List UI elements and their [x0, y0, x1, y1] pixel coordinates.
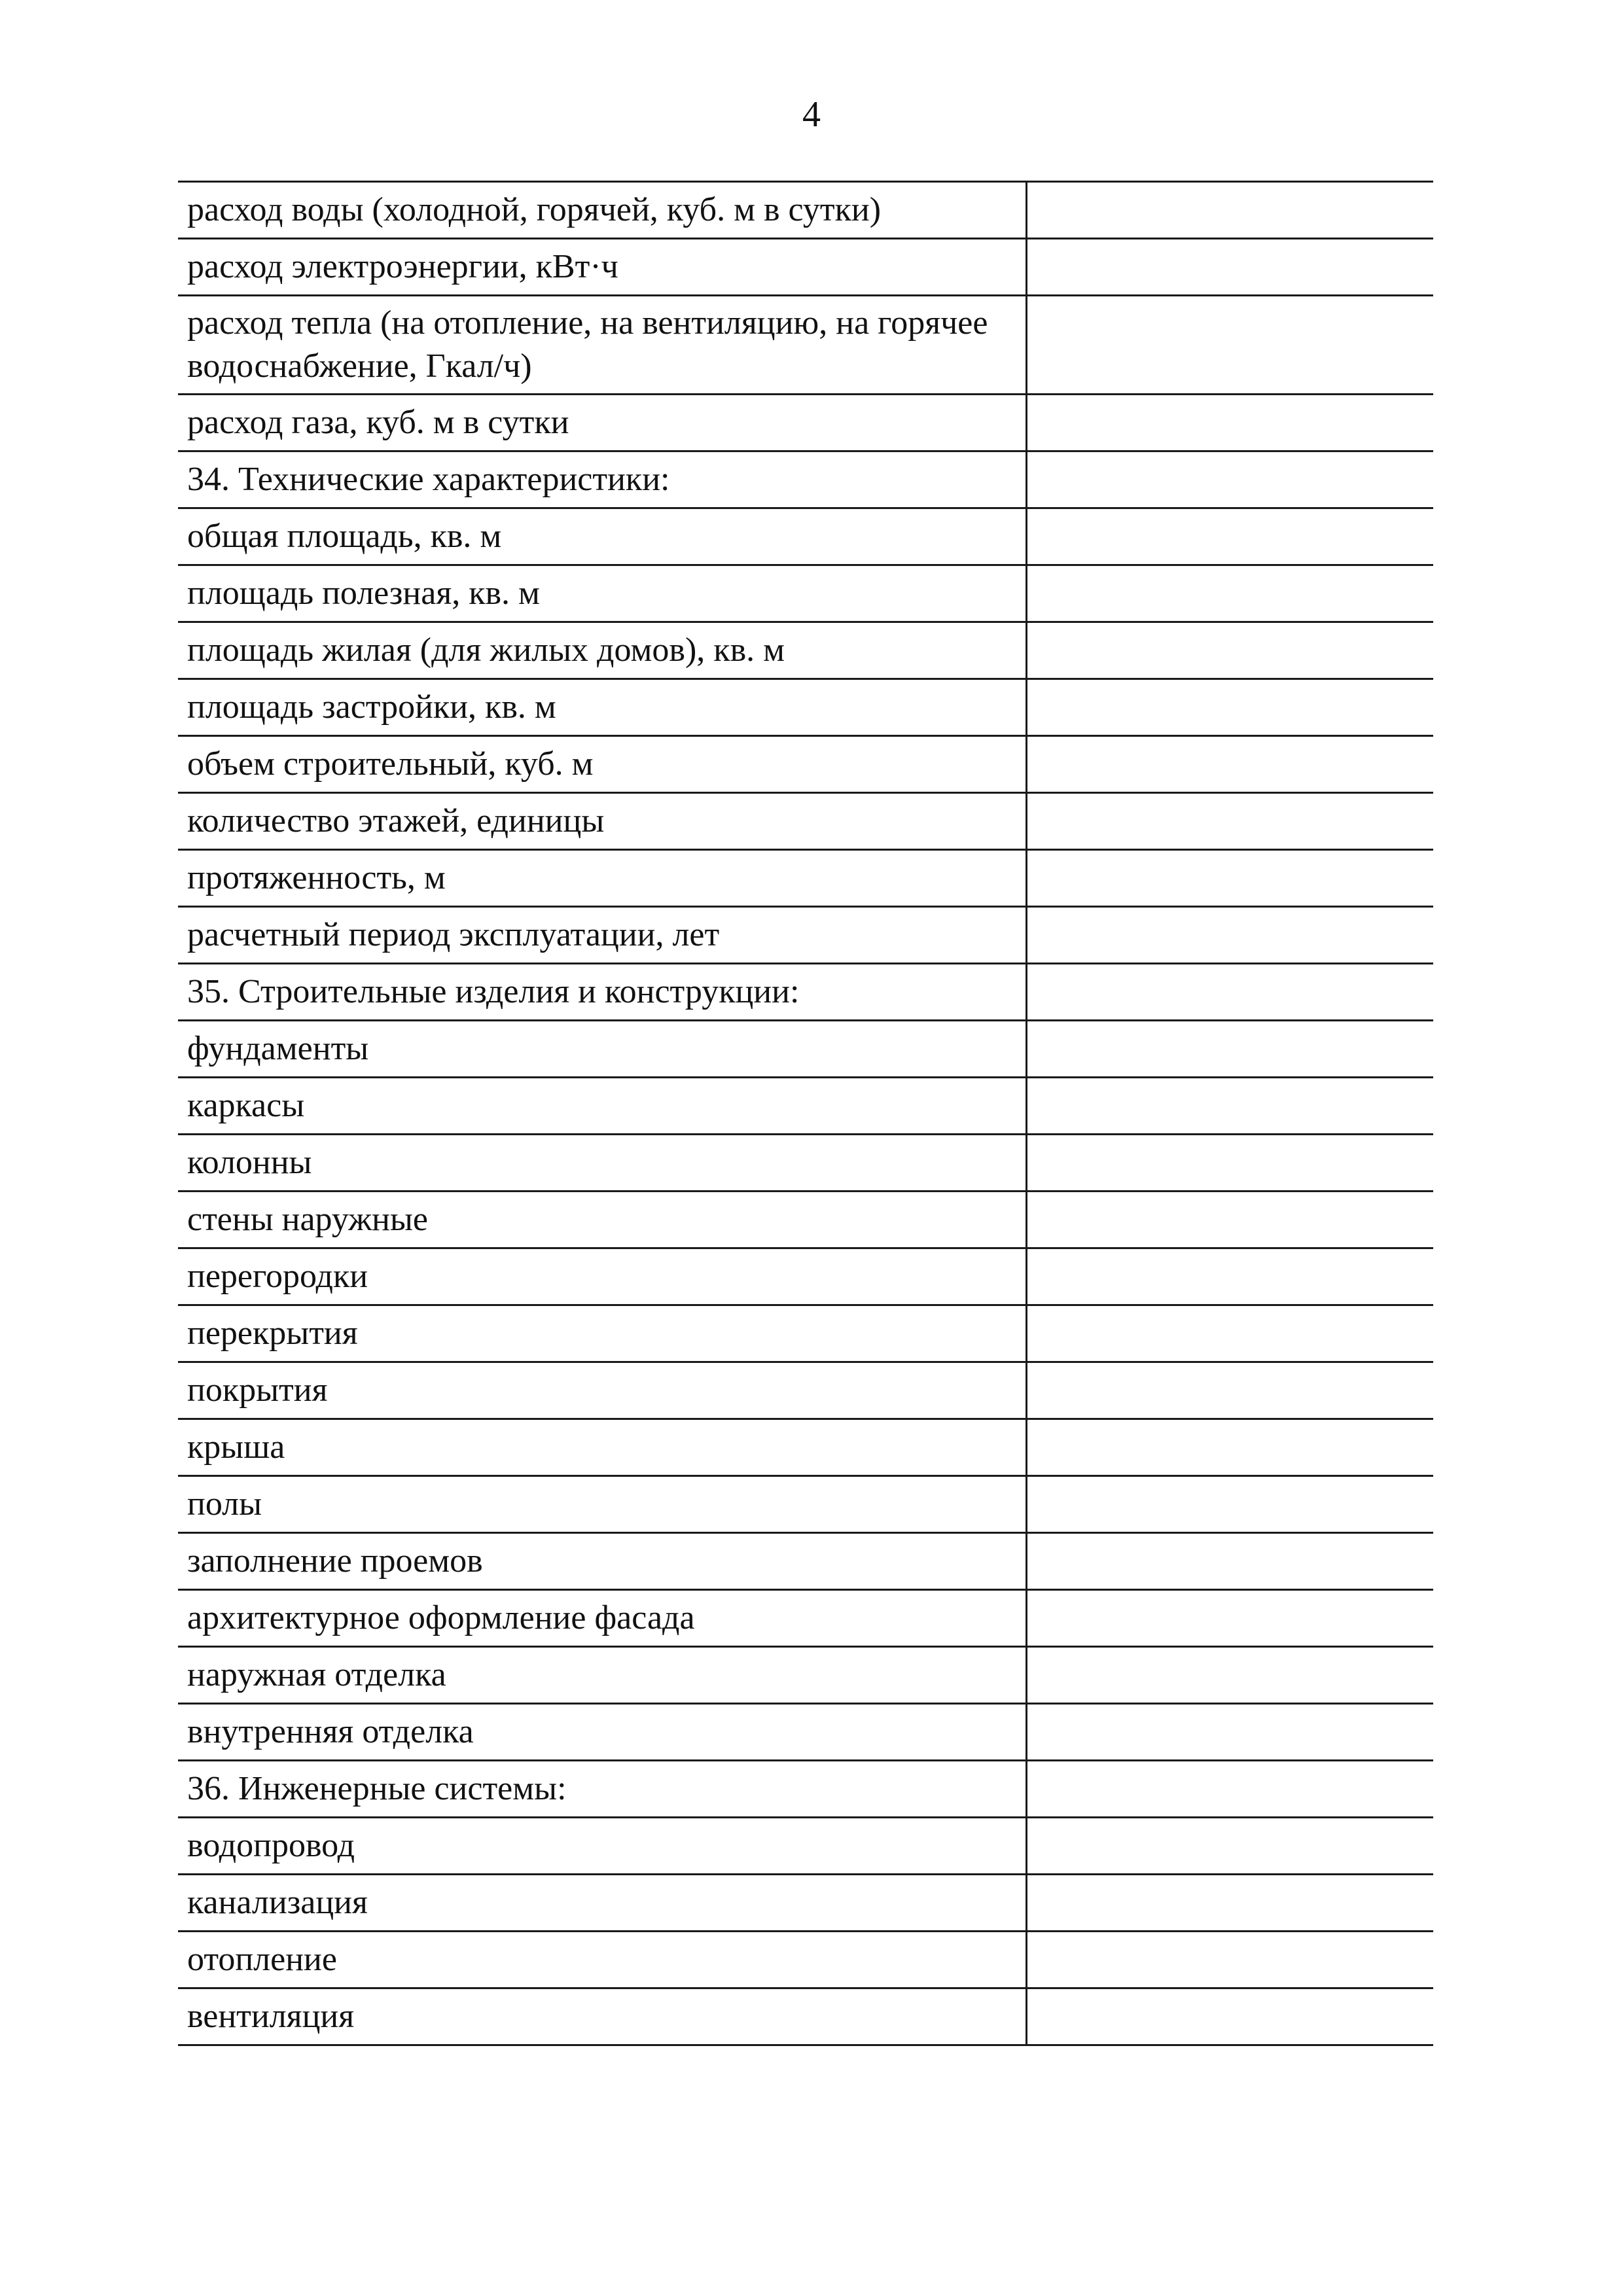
row-label: расход газа, куб. м в сутки — [178, 395, 1026, 451]
section-heading: 36. Инженерные системы: — [178, 1761, 1026, 1818]
table-row — [178, 1419, 1433, 1476]
row-value-field[interactable] — [1026, 1078, 1433, 1135]
row-label: покрытия — [178, 1362, 1026, 1419]
table-row — [178, 1875, 1433, 1932]
table-row — [178, 182, 1433, 239]
row-value-field[interactable] — [1026, 1362, 1433, 1419]
row-label: колонны — [178, 1135, 1026, 1192]
row-value-field[interactable] — [1026, 508, 1433, 565]
table-row — [178, 1021, 1433, 1078]
row-value-field[interactable] — [1026, 907, 1433, 964]
row-label: стены наружные — [178, 1192, 1026, 1248]
row-label: внутренняя отделка — [178, 1704, 1026, 1761]
row-value-field[interactable] — [1026, 182, 1433, 239]
row-value-field[interactable] — [1026, 1761, 1433, 1818]
table-row — [178, 1248, 1433, 1305]
table-row — [178, 1135, 1433, 1192]
table-row — [178, 850, 1433, 907]
row-value-field[interactable] — [1026, 1533, 1433, 1590]
row-label: расчетный период эксплуатации, лет — [178, 907, 1026, 964]
table-row — [178, 679, 1433, 736]
row-label: фундаменты — [178, 1021, 1026, 1078]
table-row — [178, 736, 1433, 793]
row-label: архитектурное оформление фасада — [178, 1590, 1026, 1647]
table-row — [178, 1476, 1433, 1533]
row-label: отопление — [178, 1932, 1026, 1988]
row-label: полы — [178, 1476, 1026, 1533]
row-label: крыша — [178, 1419, 1026, 1476]
table-row — [178, 1818, 1433, 1875]
table-row — [178, 1305, 1433, 1362]
row-value-field[interactable] — [1026, 622, 1433, 679]
row-value-field[interactable] — [1026, 1988, 1433, 2045]
row-value-field[interactable] — [1026, 1647, 1433, 1704]
section-heading: 35. Строительные изделия и конструкции: — [178, 964, 1026, 1021]
specification-table — [178, 181, 1433, 2046]
row-label: площадь полезная, кв. м — [178, 565, 1026, 622]
row-value-field[interactable] — [1026, 565, 1433, 622]
table-row — [178, 508, 1433, 565]
row-value-field[interactable] — [1026, 1021, 1433, 1078]
table-row — [178, 1078, 1433, 1135]
row-label: перегородки — [178, 1248, 1026, 1305]
row-value-field[interactable] — [1026, 1135, 1433, 1192]
row-label: площадь жилая (для жилых домов), кв. м — [178, 622, 1026, 679]
row-value-field[interactable] — [1026, 1192, 1433, 1248]
row-label: расход воды (холодной, горячей, куб. м в сутки) — [178, 182, 1026, 239]
table-row — [178, 1988, 1433, 2045]
row-value-field[interactable] — [1026, 1305, 1433, 1362]
row-value-field[interactable] — [1026, 1419, 1433, 1476]
row-label: общая площадь, кв. м — [178, 508, 1026, 565]
row-value-field[interactable] — [1026, 239, 1433, 296]
row-value-field[interactable] — [1026, 395, 1433, 451]
table-row — [178, 907, 1433, 964]
row-label: вентиляция — [178, 1988, 1026, 2045]
table-row — [178, 1192, 1433, 1248]
row-value-field[interactable] — [1026, 1932, 1433, 1988]
row-value-field[interactable] — [1026, 850, 1433, 907]
row-label: площадь застройки, кв. м — [178, 679, 1026, 736]
row-label: количество этажей, единицы — [178, 793, 1026, 850]
row-value-field[interactable] — [1026, 451, 1433, 508]
table-row — [178, 296, 1433, 395]
row-label: расход тепла (на отопление, на вентиляцию, на горячее водоснабжение, Гкал/ч) — [178, 296, 1026, 395]
row-value-field[interactable] — [1026, 296, 1433, 395]
table-row — [178, 1932, 1433, 1988]
row-label: канализация — [178, 1875, 1026, 1932]
row-label: расход электроэнергии, кВт·ч — [178, 239, 1026, 296]
table-row — [178, 565, 1433, 622]
row-value-field[interactable] — [1026, 1248, 1433, 1305]
table-row — [178, 793, 1433, 850]
table-row — [178, 239, 1433, 296]
row-value-field[interactable] — [1026, 1476, 1433, 1533]
row-value-field[interactable] — [1026, 679, 1433, 736]
row-value-field[interactable] — [1026, 1818, 1433, 1875]
table-row — [178, 1362, 1433, 1419]
page-number: 4 — [802, 94, 821, 135]
table-row — [178, 1704, 1433, 1761]
section-heading: 34. Технические характеристики: — [178, 451, 1026, 508]
row-label: объем строительный, куб. м — [178, 736, 1026, 793]
section-heading-row — [178, 451, 1433, 508]
row-label: водопровод — [178, 1818, 1026, 1875]
section-heading-row — [178, 1761, 1433, 1818]
row-value-field[interactable] — [1026, 793, 1433, 850]
table-row — [178, 622, 1433, 679]
row-value-field[interactable] — [1026, 1875, 1433, 1932]
row-value-field[interactable] — [1026, 1704, 1433, 1761]
row-value-field[interactable] — [1026, 1590, 1433, 1647]
section-heading-row — [178, 964, 1433, 1021]
table-row — [178, 1590, 1433, 1647]
table-row — [178, 395, 1433, 451]
row-label: каркасы — [178, 1078, 1026, 1135]
row-label: наружная отделка — [178, 1647, 1026, 1704]
row-value-field[interactable] — [1026, 964, 1433, 1021]
row-label: заполнение проемов — [178, 1533, 1026, 1590]
row-value-field[interactable] — [1026, 736, 1433, 793]
table-row — [178, 1647, 1433, 1704]
table-row — [178, 1533, 1433, 1590]
row-label: перекрытия — [178, 1305, 1026, 1362]
row-label: протяженность, м — [178, 850, 1026, 907]
